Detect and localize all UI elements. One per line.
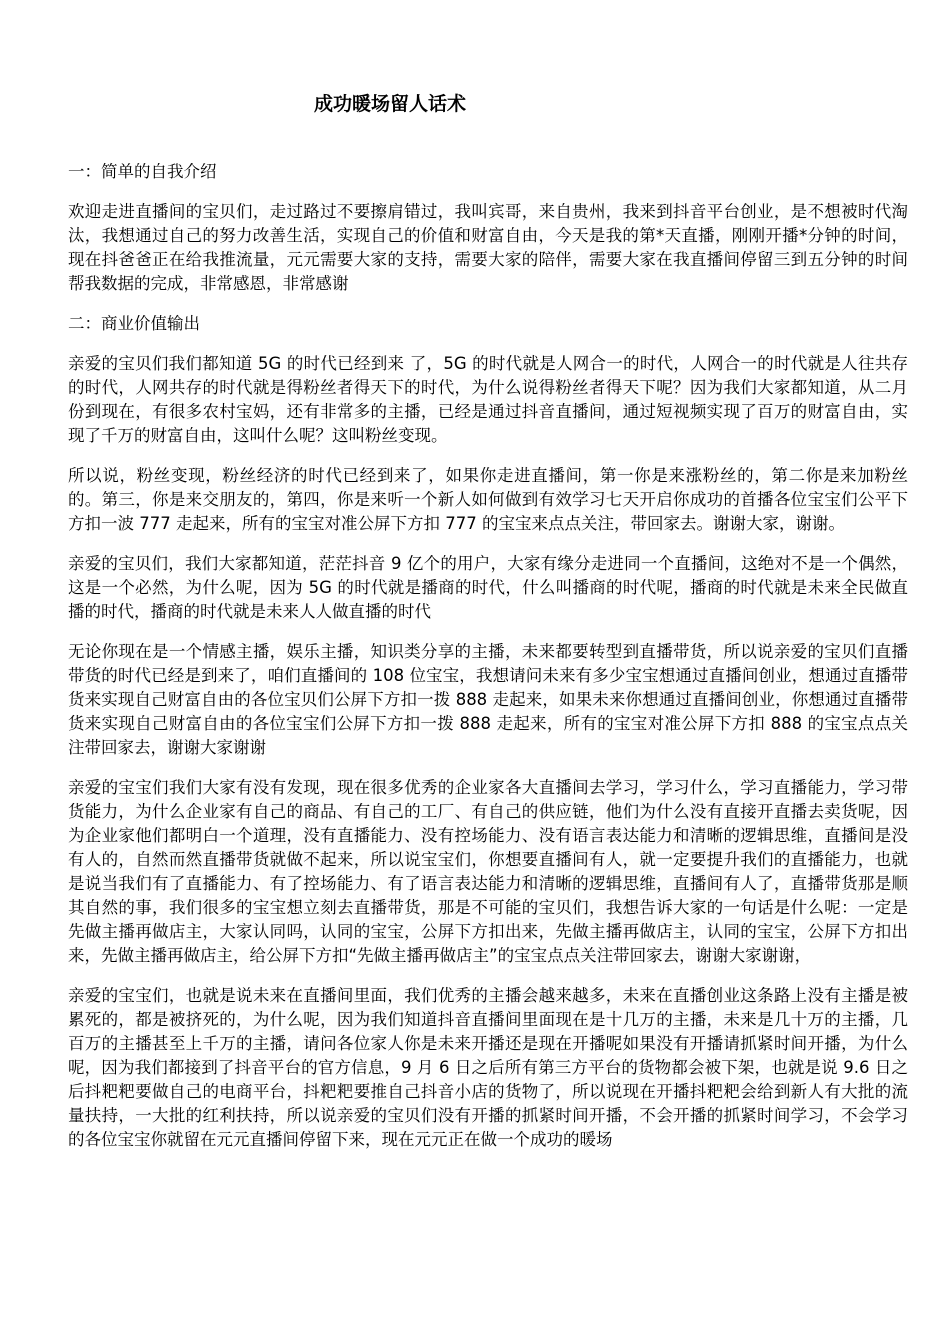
section-heading: 二：商业价值输出 bbox=[68, 314, 200, 333]
paragraph: 亲爱的宝宝们我们大家有没有发现，现在很多优秀的企业家各大直播间去学习，学习什么，学习直播能力，学习带货能力，为什么企业家有自己的商品、有自己的工厂、有自己的供应链，他们为什么没有直接开直播去卖货呢，因为企业家他们都明白一个道理，没有直播能力、没有控场能力、没有语言表达能力和清晰的逻辑思维，直播间是没有人的，自然而然直播带货就做不起来，所以说宝宝们，你想要直播间有人，就一定要提升我们的直播能力，也就是说当我们有了直播能力、有了控场能力、有了语言表达能力和清晰的逻辑思维，直播间有人了，直播带货那是顺其自然的事，我们很多的宝宝想立刻去直播带货，那是不可能的宝贝们，我想告诉大家的一句话是什么呢：一定是先做主播再做店主，大家认同吗，认同的宝宝，公屏下方扣出来，先做主播再做店主，认同的宝宝，公屏下方扣出来，先做主播再做店主，给公屏下方扣“先做主播再做店主”的宝宝点点关注带回家去，谢谢大家谢谢， bbox=[68, 778, 908, 965]
section-self-introduction bbox=[68, 160, 908, 296]
paragraph: 亲爱的宝贝们，我们大家都知道，茫茫抖音 9 亿个的用户，大家有缘分走进同一个直播间，这绝对不是一个偶然，这是一个必然，为什么呢，因为 5G 的时代就是播商的时代，什么叫播商的时代呢，播商的时代就是未来全民做直播的时代，播商的时代就是未来人人做直播的时代 bbox=[68, 554, 908, 621]
paragraph: 无论你现在是一个情感主播，娱乐主播，知识类分享的主播，未来都要转型到直播带货，所以说亲爱的宝贝们直播带货的时代已经是到来了，咱们直播间的 108 位宝宝，我想请问未来有多少宝宝想通过直播间创业，想通过直播带货来实现自己财富自由的各位宝贝们公屏下方扣一拨 888 走起来，如果未来你想通过直播间创业，你想通过直播带货来实现自己财富自由的各位宝宝们公屏下方扣一拨 888 走起来，所有的宝宝对准公屏下方扣 888 的宝宝点点关注带回家去，谢谢大家谢谢 bbox=[68, 642, 908, 757]
paragraph: 亲爱的宝宝们，也就是说未来在直播间里面，我们优秀的主播会越来越多，未来在直播创业这条路上没有主播是被累死的，都是被挤死的，为什么呢，因为我们知道抖音直播间里面现在是十几万的主播，未来是几十万的主播，几百万的主播甚至上千万的主播，请问各位家人你是未来开播还是现在开播呢如果没有开播请抓紧时间开播，为什么呢，因为我们都接到了抖音平台的官方信息，9 月 6 日之后所有第三方平台的货物都会被下架，也就是说 9.6 日之后抖粑粑要做自己的电商平台，抖粑粑要推自己抖音小店的货物了，所以说现在开播抖粑粑会给到新人有大批的流量扶持，一大批的红利扶持，所以说亲爱的宝贝们没有开播的抓紧时间开播，不会开播的抓紧时间学习，不会学习的各位宝宝你就留在元元直播间停留下来，现在元元正在做一个成功的暖场 bbox=[68, 986, 908, 1149]
section-heading: 一：简单的自我介绍 bbox=[68, 162, 217, 181]
paragraph: 所以说，粉丝变现，粉丝经济的时代已经到来了，如果你走进直播间，第一你是来涨粉丝的，第二你是来加粉丝的。第三，你是来交朋友的，第四，你是来听一个新人如何做到有效学习七天开启你成功的首播各位宝宝们公平下方扣一波 777 走起来，所有的宝宝对准公屏下方扣 777 的宝宝来点点关注，带回家去。谢谢大家，谢谢。 bbox=[68, 466, 908, 533]
document-title: 成功暖场留人话术 bbox=[314, 93, 467, 115]
paragraph: 欢迎走进直播间的宝贝们，走过路过不要擦肩错过，我叫宾哥，来自贵州，我来到抖音平台创业，是不想被时代淘汰，我想通过自己的努力改善生活，实现自己的价值和财富自由，今天是我的第*天直播，刚刚开播*分钟的时间，现在抖爸爸正在给我推流量，元元需要大家的支持，需要大家的陪伴，需要大家在我直播间停留三到五分钟的时间帮我数据的完成，非常感恩，非常感谢 bbox=[68, 202, 908, 293]
document-page bbox=[68, 88, 908, 1168]
section-business-value bbox=[68, 312, 908, 1152]
paragraph: 亲爱的宝贝们我们都知道 5G 的时代已经到来 了，5G 的时代就是人网合一的时代，人网合一的时代就是人往共存的时代，人网共存的时代就是得粉丝者得天下的时代，为什么说得粉丝者得天下呢？因为我们大家都知道，从二月份到现在，有很多农村宝妈，还有非常多的主播，已经是通过抖音直播间，通过短视频实现了百万的财富自由，实现了千万的财富自由，这叫什么呢？这叫粉丝变现。 bbox=[68, 354, 908, 445]
